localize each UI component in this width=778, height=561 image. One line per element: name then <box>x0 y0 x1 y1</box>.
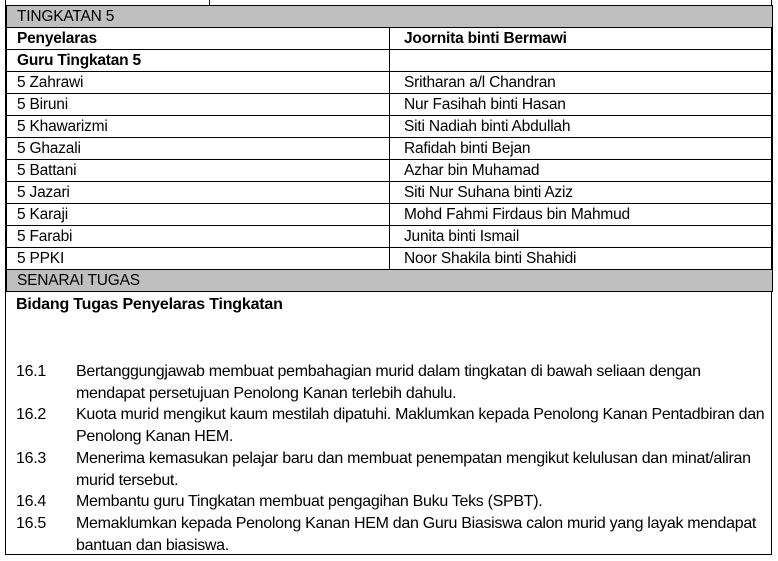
task-number: 16.5 <box>16 515 46 532</box>
table-row <box>7 248 773 270</box>
task-number: 16.4 <box>16 493 46 510</box>
task-text-line: mendapat persetujuan Penolong Kanan terlebih dahulu. <box>76 384 457 402</box>
teacher-name: Nur Fasihah binti Hasan <box>390 94 773 116</box>
task-text-line: Penolong Kanan HEM. <box>76 427 234 445</box>
table-row <box>7 116 773 138</box>
table-header-row <box>7 6 773 28</box>
guru-heading-row <box>7 50 773 72</box>
guru-heading: Guru Tingkatan 5 <box>7 50 390 72</box>
teacher-name: Mohd Fahmi Firdaus bin Mahmud <box>390 204 773 226</box>
document-frame <box>5 0 772 555</box>
teacher-name: Sritharan a/l Chandran <box>390 72 773 94</box>
task-text-line: Menerima kemasukan pelajar baru dan membuat penempatan mengikut kelulusan dan minat/aliran <box>76 450 751 467</box>
penyelaras-value: Joornita binti Bermawi <box>390 28 773 50</box>
class-name: 5 Battani <box>7 160 390 182</box>
class-name: 5 Zahrawi <box>7 72 390 94</box>
task-number: 16.1 <box>16 363 46 380</box>
teacher-name: Rafidah binti Bejan <box>390 138 773 160</box>
penyelaras-row <box>7 28 773 50</box>
table-row <box>7 226 773 248</box>
teacher-name: Siti Nur Suhana binti Aziz <box>390 182 773 204</box>
task-text-line: Kuota murid mengikut kaum mestilah dipatuhi. Maklumkan kepada Penolong Kanan Pentadbiran dan <box>76 406 765 423</box>
task-text-line: Bertanggungjawab membuat pembahagian murid dalam tingkatan di bawah seliaan dengan <box>76 363 701 380</box>
tingkatan-header: TINGKATAN 5 <box>7 6 773 28</box>
teacher-name: Noor Shakila binti Shahidi <box>390 248 773 270</box>
senarai-tugas-row <box>7 270 773 292</box>
table-row <box>7 94 773 116</box>
table-row <box>7 72 773 94</box>
teacher-name: Siti Nadiah binti Abdullah <box>390 116 773 138</box>
task-text-line: bantuan dan biasiswa. <box>76 536 229 554</box>
penyelaras-label: Penyelaras <box>7 28 390 50</box>
class-name: 5 Jazari <box>7 182 390 204</box>
table-row <box>7 182 773 204</box>
class-name: 5 Biruni <box>7 94 390 116</box>
empty-cell <box>390 50 773 72</box>
teacher-name: Junita binti Ismail <box>390 226 773 248</box>
tingkatan-table <box>6 5 773 292</box>
table-row <box>7 160 773 182</box>
table-row <box>7 138 773 160</box>
teacher-name: Azhar bin Muhamad <box>390 160 773 182</box>
class-name: 5 Ghazali <box>7 138 390 160</box>
bidang-tugas-title: Bidang Tugas Penyelaras Tingkatan <box>16 296 283 313</box>
class-name: 5 Khawarizmi <box>7 116 390 138</box>
class-name: 5 Karaji <box>7 204 390 226</box>
task-text-line: Memaklumkan kepada Penolong Kanan HEM dan Guru Biasiswa calon murid yang layak mendapat <box>76 515 757 532</box>
task-number: 16.2 <box>16 406 46 423</box>
task-number: 16.3 <box>16 450 46 467</box>
task-text-line: Membantu guru Tingkatan membuat pengagihan Buku Teks (SPBT). <box>76 493 543 510</box>
senarai-tugas-header: SENARAI TUGAS <box>7 270 773 292</box>
table-row <box>7 204 773 226</box>
task-text-line: murid tersebut. <box>76 471 179 489</box>
class-name: 5 Farabi <box>7 226 390 248</box>
class-name: 5 PPKI <box>7 248 390 270</box>
